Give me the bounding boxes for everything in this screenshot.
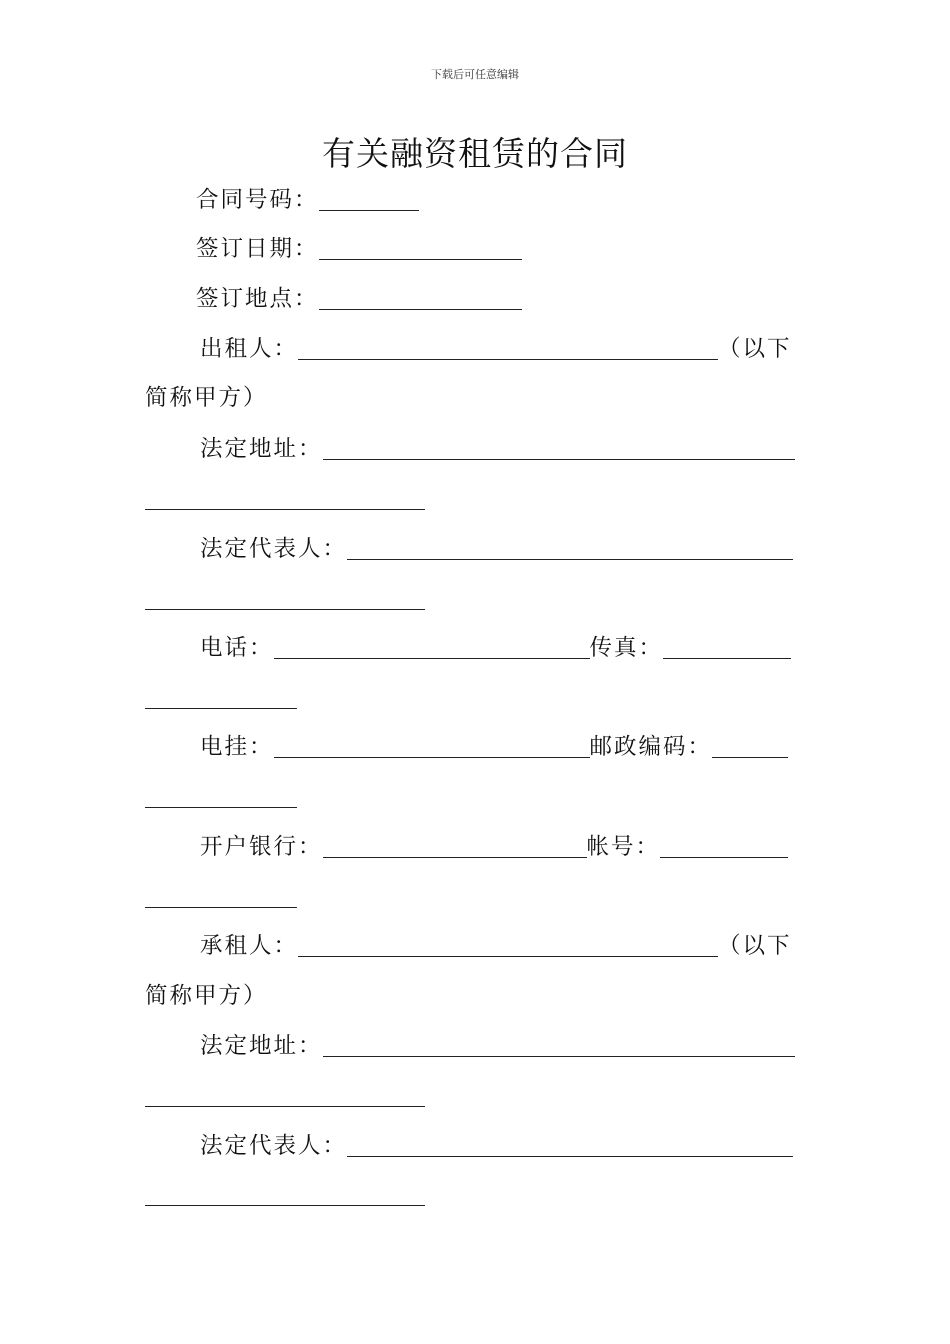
lessor-phone-blank[interactable] — [274, 632, 590, 659]
lessor-telex-blank[interactable] — [274, 731, 590, 758]
lessor-telex-label: 电挂： — [200, 734, 274, 760]
lessee-address-line — [200, 1029, 795, 1063]
lessee-rep-continuation[interactable] — [145, 1205, 425, 1206]
lessee-rep-blank[interactable] — [347, 1130, 793, 1157]
lessee-suffix-line — [145, 979, 268, 1013]
lessee-label: 承租人： — [200, 933, 299, 959]
contract-number-blank[interactable] — [319, 184, 419, 211]
lessee-line — [200, 929, 792, 963]
lessor-suffix-line — [145, 381, 268, 415]
lessor-rep-line — [200, 532, 793, 566]
lessor-phone-line — [200, 631, 791, 665]
lessor-telex-line — [200, 730, 788, 764]
page-header: 下载后可任意编辑 — [431, 68, 519, 81]
sign-place-line — [196, 282, 522, 316]
sign-date-blank[interactable] — [319, 233, 522, 260]
document-title: 有关融资租赁的合同 — [322, 134, 628, 173]
lessor-account-label: 帐号： — [586, 834, 661, 860]
lessor-account-blank[interactable] — [660, 831, 788, 858]
lessee-address-label: 法定地址： — [200, 1033, 323, 1059]
lessor-fax-label: 传真： — [589, 635, 664, 661]
contract-number-line — [196, 183, 419, 217]
lessor-suffix-2: 简称甲方） — [145, 385, 268, 411]
lessor-suffix: （以下 — [718, 336, 792, 362]
lessor-fax-continuation[interactable] — [145, 708, 297, 709]
lessee-suffix-2: 简称甲方） — [145, 983, 268, 1009]
lessor-address-label: 法定地址： — [200, 436, 323, 462]
lessor-rep-label: 法定代表人： — [200, 536, 348, 562]
lessor-bank-line — [200, 830, 788, 864]
lessor-bank-blank[interactable] — [323, 831, 587, 858]
sign-date-line — [196, 232, 522, 266]
lessor-label: 出租人： — [200, 336, 299, 362]
sign-place-blank[interactable] — [319, 283, 522, 310]
lessee-rep-label: 法定代表人： — [200, 1133, 348, 1159]
lessor-phone-label: 电话： — [200, 635, 274, 661]
lessor-postcode-continuation[interactable] — [145, 807, 297, 808]
lessee-blank[interactable] — [298, 930, 718, 957]
lessor-account-continuation[interactable] — [145, 907, 297, 908]
lessor-line — [200, 332, 792, 366]
lessor-address-continuation[interactable] — [145, 509, 425, 510]
lessee-rep-line — [200, 1129, 793, 1163]
lessor-address-line — [200, 432, 795, 466]
lessee-address-blank[interactable] — [323, 1030, 795, 1057]
sign-date-label: 签订日期： — [196, 236, 319, 262]
lessor-postcode-label: 邮政编码： — [589, 734, 713, 760]
lessee-address-continuation[interactable] — [145, 1106, 425, 1107]
sign-place-label: 签订地点： — [196, 286, 319, 312]
lessor-bank-label: 开户银行： — [200, 834, 323, 860]
lessor-postcode-blank[interactable] — [712, 731, 788, 758]
lessor-rep-continuation[interactable] — [145, 609, 425, 610]
lessee-suffix: （以下 — [718, 933, 792, 959]
lessor-address-blank[interactable] — [323, 433, 795, 460]
lessor-fax-blank[interactable] — [663, 632, 791, 659]
lessor-blank[interactable] — [298, 333, 718, 360]
lessor-rep-blank[interactable] — [347, 533, 793, 560]
contract-number-label: 合同号码： — [196, 187, 319, 213]
